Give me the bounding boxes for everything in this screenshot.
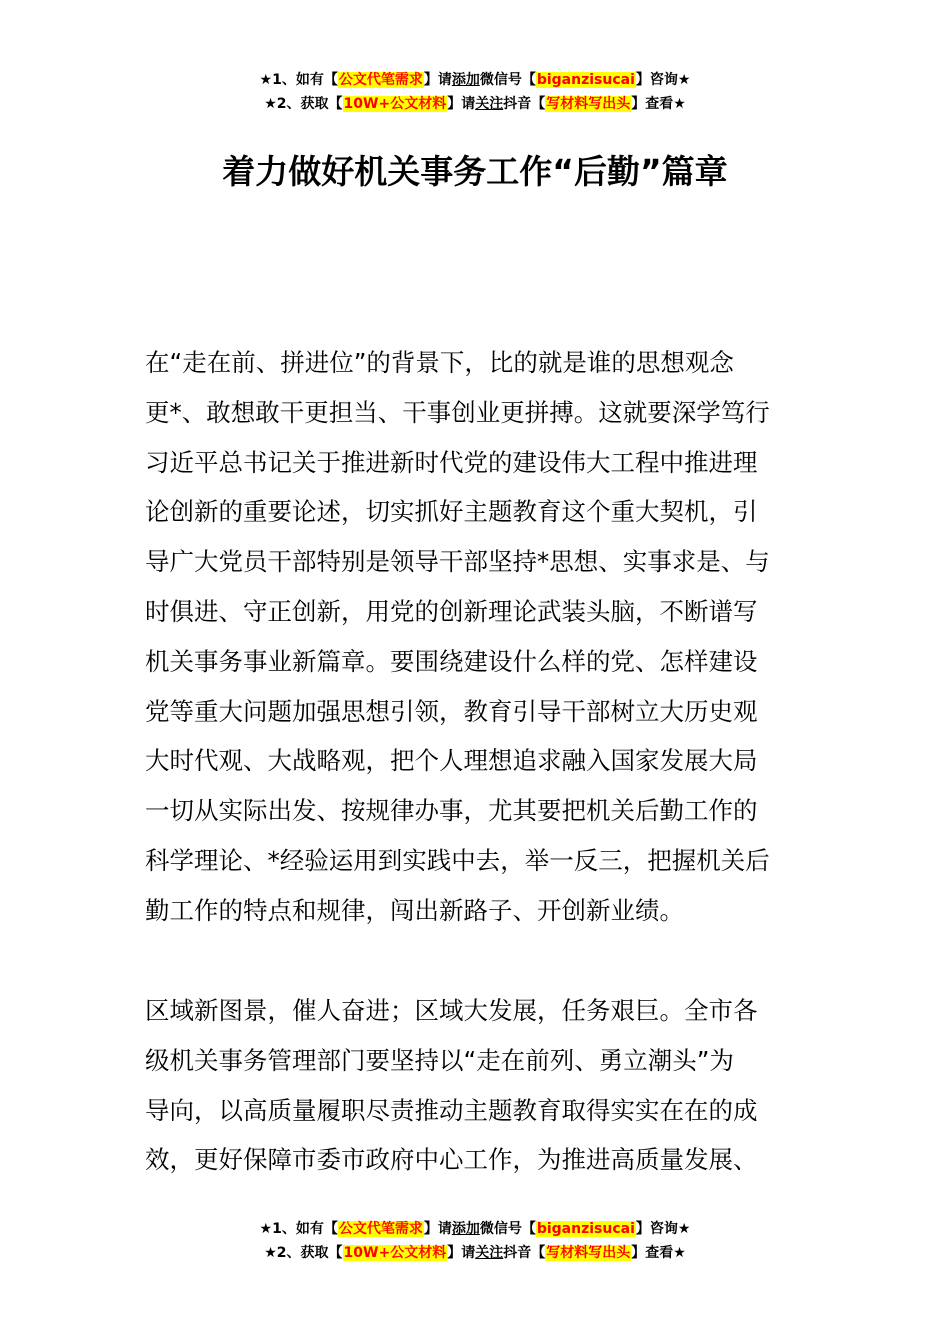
- banner-highlight-douyin: 写材料写出头: [546, 96, 631, 112]
- text-line: 大时代观、大战略观，把个人理想追求融入国家发展大局: [145, 746, 758, 776]
- banner-text: 】咨询: [635, 1221, 678, 1237]
- text-line: 党等重大问题加强思想引领，教育引导干部树立大历史观: [145, 696, 758, 726]
- banner-line-1: [0, 68, 950, 92]
- banner-highlight-wechat-id: biganzisucai: [536, 1221, 635, 1237]
- banner-text: 2、获取【: [276, 1245, 343, 1261]
- banner-line-1: [0, 1217, 950, 1241]
- banner-emphasis: 关注: [475, 1245, 504, 1261]
- banner-emphasis: 关注: [475, 96, 504, 112]
- text-line: 效，更好保障市委市政府中心工作，为推进高质量发展、: [145, 1145, 758, 1175]
- banner-text: 1、如有【: [272, 1221, 338, 1237]
- page-title: 着力做好机关事务工作“后勤”篇章: [222, 152, 728, 191]
- star-icon: ★: [264, 1245, 277, 1261]
- banner-text: 微信号【: [479, 72, 536, 88]
- banner-text: 微信号【: [479, 1221, 536, 1237]
- banner-highlight-materials: 10W+公文材料: [343, 1245, 447, 1261]
- banner-text: 抖音【: [503, 1245, 546, 1261]
- banner-highlight-service: 公文代笔需求: [338, 1221, 423, 1237]
- text-line: 论创新的重要论述，切实抓好主题教育这个重大契机，引: [145, 497, 758, 527]
- header-banner: [0, 68, 950, 116]
- banner-highlight-service: 公文代笔需求: [338, 72, 423, 88]
- star-icon: ★: [264, 96, 277, 112]
- banner-emphasis: 添加: [451, 72, 480, 88]
- banner-text: 2、获取【: [276, 96, 343, 112]
- text-line: 科学理论、*经验运用到实践中去，举一反三，把握机关后: [145, 845, 770, 875]
- banner-text: 】请: [423, 1221, 452, 1237]
- footer-banner: [0, 1217, 950, 1265]
- banner-text: 】请: [447, 1245, 476, 1261]
- banner-highlight-materials: 10W+公文材料: [343, 96, 447, 112]
- banner-highlight-wechat-id: biganzisucai: [536, 72, 635, 88]
- paragraph: [145, 338, 810, 936]
- text-line: 导向，以高质量履职尽责推动主题教育取得实实在在的成: [145, 1095, 758, 1125]
- banner-text: 】查看: [631, 96, 674, 112]
- banner-emphasis: 添加: [451, 1221, 480, 1237]
- banner-text: 】请: [447, 96, 476, 112]
- text-line: 更*、敢想敢干更担当、干事创业更拼搏。这就要深学笃行: [145, 397, 770, 427]
- banner-text: 抖音【: [503, 96, 546, 112]
- banner-text: 】请: [423, 72, 452, 88]
- text-line: 在“走在前、拼进位”的背景下，比的就是谁的思想观念: [145, 348, 734, 377]
- star-icon: ★: [259, 1221, 273, 1237]
- text-line: 级机关事务管理部门要坚持以“走在前列、勇立潮头”为: [145, 1045, 734, 1075]
- star-icon: ★: [677, 1221, 691, 1237]
- text-line: 机关事务事业新篇章。要围绕建设什么样的党、怎样建设: [145, 646, 758, 676]
- text-line: 一切从实际出发、按规律办事，尤其要把机关后勤工作的: [145, 796, 758, 826]
- text-line: 导广大党员干部特别是领导干部坚持*思想、实事求是、与: [145, 547, 770, 577]
- star-icon: ★: [677, 72, 691, 88]
- banner-text: 】咨询: [635, 72, 678, 88]
- text-line: 习近平总书记关于推进新时代党的建设伟大工程中推进理: [145, 447, 758, 477]
- banner-highlight-douyin: 写材料写出头: [546, 1245, 631, 1261]
- paragraph: [145, 986, 810, 1185]
- star-icon: ★: [259, 72, 273, 88]
- banner-line-2: [0, 92, 950, 116]
- banner-text: 】查看: [631, 1245, 674, 1261]
- text-line: 勤工作的特点和规律，闯出新路子、开创新业绩。: [145, 895, 684, 925]
- star-icon: ★: [673, 96, 686, 112]
- text-line: 时俱进、守正创新，用党的创新理论武装头脑，不断谱写: [145, 596, 758, 626]
- banner-text: 1、如有【: [272, 72, 338, 88]
- banner-line-2: [0, 1241, 950, 1265]
- star-icon: ★: [673, 1245, 686, 1261]
- text-line: 区域新图景，催人奋进；区域大发展，任务艰巨。全市各: [145, 996, 758, 1025]
